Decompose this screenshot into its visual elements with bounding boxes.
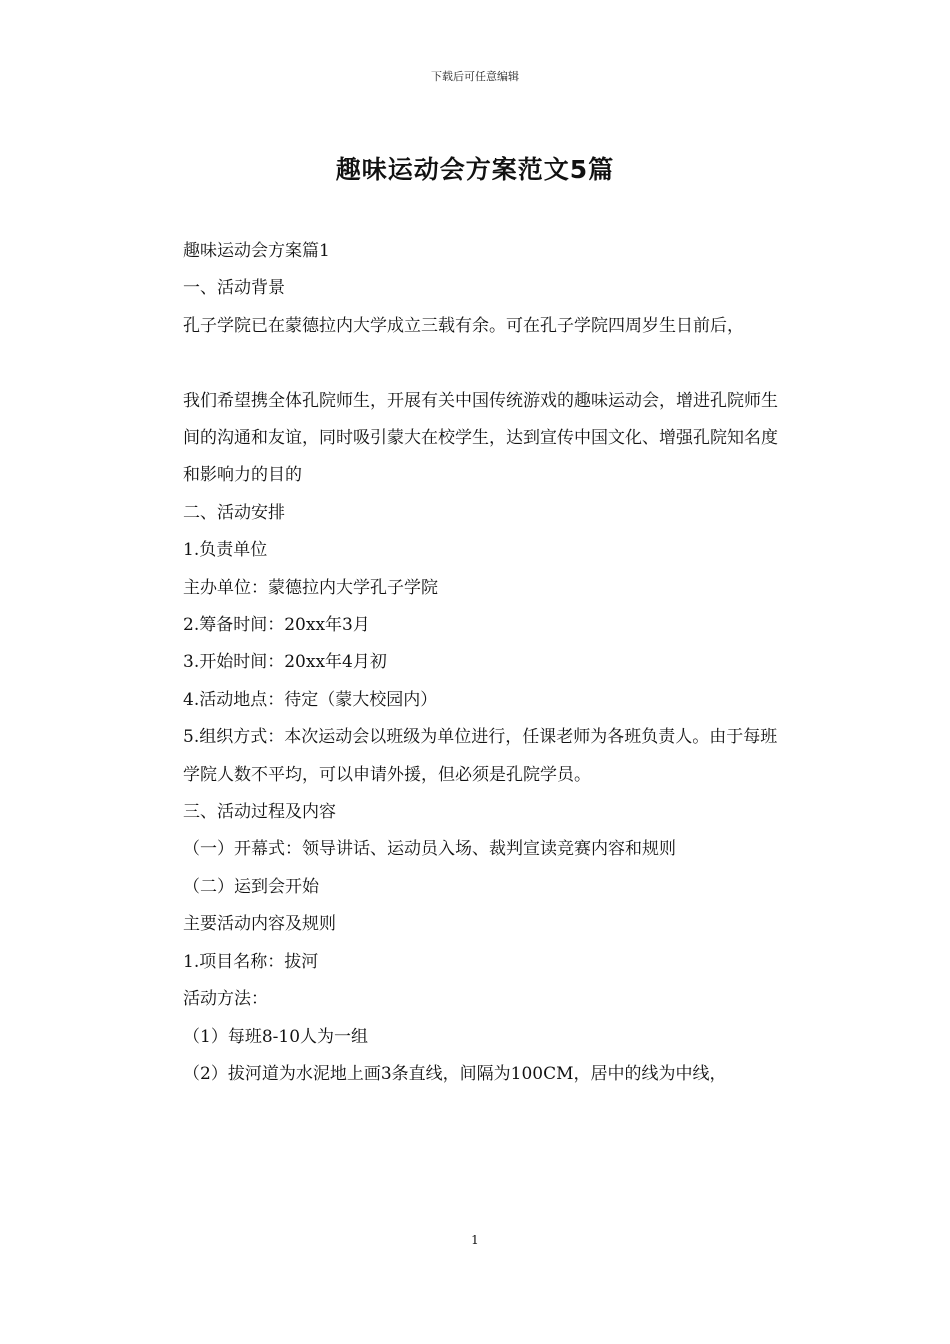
paragraph: 主办单位：蒙德拉内大学孔子学院 — [183, 577, 438, 598]
section-heading: 一、活动背景 — [183, 278, 285, 299]
blank-line — [145, 345, 815, 382]
page-number: 1 — [471, 1233, 479, 1247]
paragraph: 和影响力的目的 — [183, 465, 302, 486]
list-item: 4.活动地点：待定（蒙大校园内） — [183, 689, 438, 710]
list-item: 1.负责单位 — [183, 540, 268, 561]
paragraph: 我们希望携全体孔院师生，开展有关中国传统游戏的趣味运动会，增进孔院师生 — [183, 390, 778, 411]
paragraph: 活动方法： — [183, 989, 268, 1010]
document-body — [145, 233, 815, 1093]
section-heading: 三、活动过程及内容 — [183, 802, 336, 823]
paragraph: 间的沟通和友谊，同时吸引蒙大在校学生，达到宣传中国文化、增强孔院知名度 — [183, 428, 778, 449]
section-heading: 二、活动安排 — [183, 502, 285, 523]
list-item: （一）开幕式：领导讲话、运动员入场、裁判宣读竞赛内容和规则 — [183, 839, 676, 860]
paragraph: 孔子学院已在蒙德拉内大学成立三载有余。可在孔子学院四周岁生日前后， — [183, 315, 744, 336]
list-item: （2）拔河道为水泥地上画3条直线，间隔为100CM，居中的线为中线， — [183, 1063, 727, 1084]
list-item: 2.筹备时间：20xx年3月 — [183, 615, 370, 636]
list-item: 5.组织方式：本次运动会以班级为单位进行，任课老师为各班负责人。由于每班 — [183, 727, 778, 748]
paragraph: 学院人数不平均，可以申请外援，但必须是孔院学员。 — [183, 764, 591, 785]
paragraph: 主要活动内容及规则 — [183, 914, 336, 935]
list-item: 1.项目名称：拔河 — [183, 951, 319, 972]
section-heading: 趣味运动会方案篇1 — [183, 241, 330, 261]
list-item: （二）运到会开始 — [183, 876, 319, 897]
document-title: 趣味运动会方案范文5篇 — [335, 155, 615, 184]
header-note: 下载后可任意编辑 — [431, 70, 519, 83]
list-item: 3.开始时间：20xx年4月初 — [183, 652, 387, 673]
list-item: （1）每班8-10人为一组 — [183, 1026, 369, 1047]
